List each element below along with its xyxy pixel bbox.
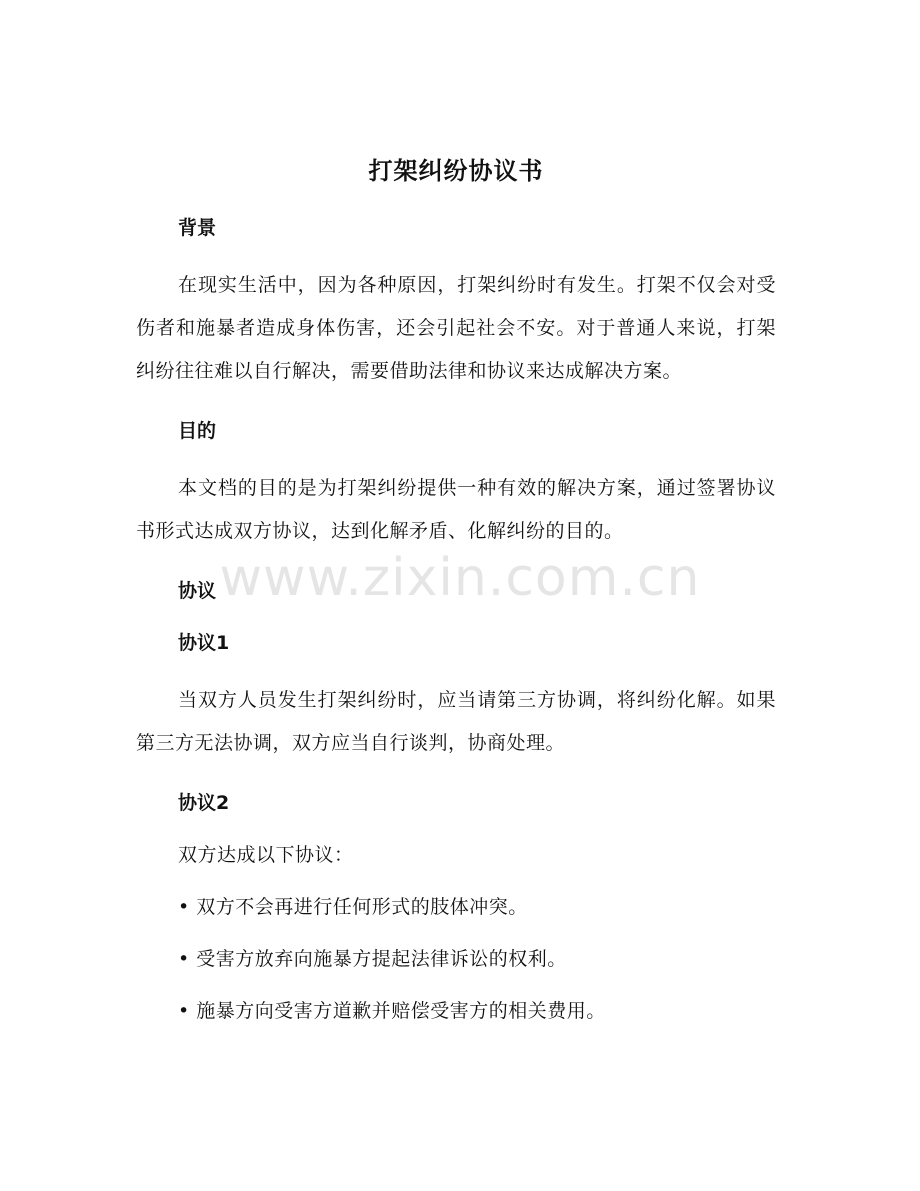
heading-background: 背景 [178, 217, 217, 239]
list-item: • 受害方放弃向施暴方提起法律诉讼的权利。 [178, 948, 567, 970]
heading-agreement: 协议 [178, 580, 217, 602]
document-body [136, 148, 776, 1027]
heading-agreement-2: 协议2 [178, 792, 230, 814]
paragraph-agreement-1: 当双方人员发生打架纠纷时，应当请第三方协调，将纠纷化解。如果第三方无法协调，双方应当自行谈判，协商处理。 [136, 689, 776, 754]
paragraph-purpose: 本文档的目的是为打架纠纷提供一种有效的解决方案，通过签署协议书形式达成双方协议，达到化解矛盾、化解纠纷的目的。 [136, 477, 776, 542]
heading-agreement-1: 协议1 [178, 632, 230, 654]
heading-purpose: 目的 [178, 420, 217, 442]
document-title: 打架纠纷协议书 [368, 157, 544, 185]
list-item: • 施暴方向受害方道歉并赔偿受害方的相关费用。 [178, 1000, 606, 1022]
paragraph-background: 在现实生活中，因为各种原因，打架纠纷时有发生。打架不仅会对受伤者和施暴者造成身体伤害，还会引起社会不安。对于普通人来说，打架纠纷往往难以自行解决，需要借助法律和协议来达成解决方案。 [136, 274, 776, 382]
watermark: www.zixin.com.cn [219, 548, 701, 608]
list-item: • 双方不会再进行任何形式的肢体冲突。 [178, 896, 528, 918]
paragraph-agreement-2-intro: 双方达成以下协议： [178, 844, 354, 866]
